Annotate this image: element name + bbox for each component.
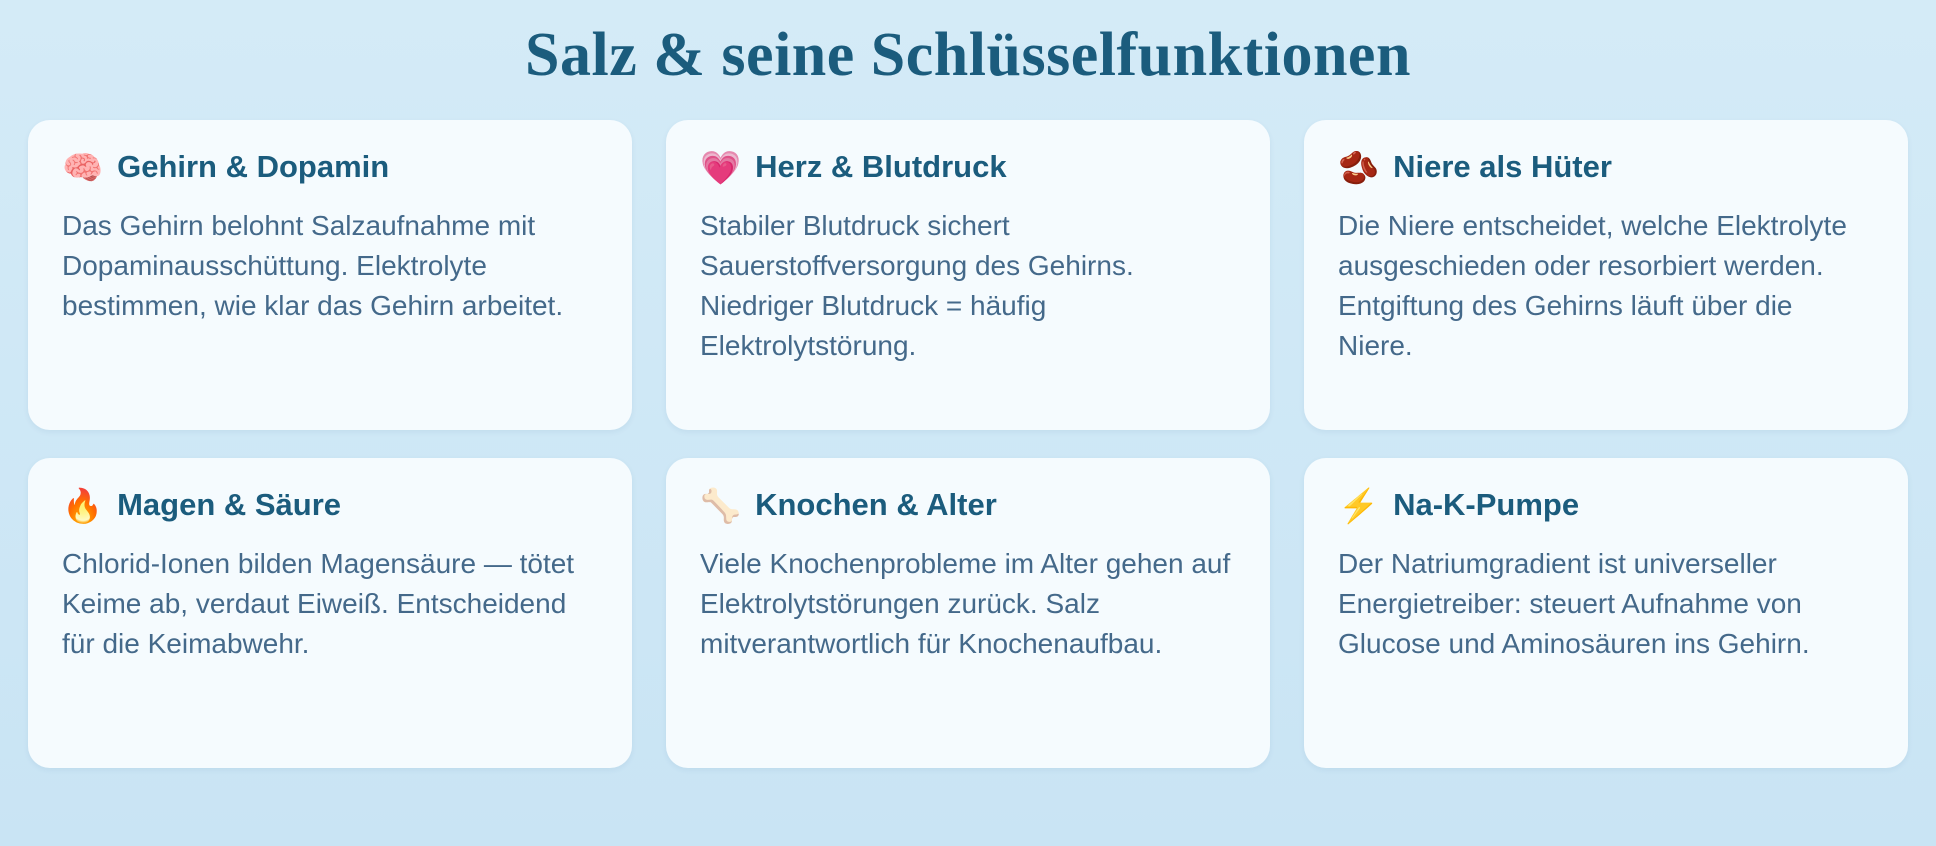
bone-icon: 🦴 bbox=[700, 486, 742, 524]
card-text: Das Gehirn belohnt Salzaufnahme mit Dopaminausschüttung. Elektrolyte bestimmen, wie klar das Gehirn arbeitet. bbox=[62, 210, 564, 321]
brain-icon: 🧠 bbox=[62, 148, 104, 186]
card-title: Gehirn & Dopamin bbox=[117, 149, 390, 185]
card-text: Die Niere entscheidet, welche Elektrolyte ausgeschieden oder resorbiert werden. Entgiftung des Gehirns läuft über die Niere. bbox=[1338, 210, 1847, 361]
card-text: Stabiler Blutdruck sichert Sauerstoffversorgung des Gehirns. Niedriger Blutdruck = häufig Elektrolytstörung. bbox=[700, 210, 1134, 361]
card-header bbox=[62, 150, 598, 184]
high-voltage-icon: ⚡ bbox=[1338, 486, 1380, 524]
kidney-beans-icon: 🫘 bbox=[1338, 148, 1380, 186]
growing-heart-icon: 💗 bbox=[700, 148, 742, 186]
page-title: Salz & seine Schlüsselfunktionen bbox=[525, 21, 1411, 89]
card-title: Knochen & Alter bbox=[755, 487, 997, 523]
card-herz-blutdruck bbox=[666, 120, 1270, 430]
card-text: Der Natriumgradient ist universeller Energietreiber: steuert Aufnahme von Glucose und Aminosäuren ins Gehirn. bbox=[1338, 548, 1810, 659]
card-gehirn-dopamin bbox=[28, 120, 632, 430]
card-na-k-pumpe bbox=[1304, 458, 1908, 768]
card-title: Magen & Säure bbox=[117, 487, 342, 523]
card-magen-saeure bbox=[28, 458, 632, 768]
card-knochen-alter bbox=[666, 458, 1270, 768]
card-header bbox=[700, 150, 1236, 184]
card-title: Niere als Hüter bbox=[1393, 149, 1612, 185]
card-header bbox=[1338, 150, 1874, 184]
card-text: Chlorid-Ionen bilden Magensäure — tötet Keime ab, verdaut Eiweiß. Entscheidend für die Keimabwehr. bbox=[62, 548, 575, 659]
card-title: Herz & Blutdruck bbox=[755, 149, 1007, 185]
card-header bbox=[62, 488, 598, 522]
card-grid bbox=[28, 120, 1908, 768]
card-header bbox=[700, 488, 1236, 522]
card-text: Viele Knochenprobleme im Alter gehen auf Elektrolytstörungen zurück. Salz mitverantwortlich für Knochenaufbau. bbox=[700, 548, 1231, 659]
card-header bbox=[1338, 488, 1874, 522]
card-title: Na-K-Pumpe bbox=[1393, 487, 1580, 523]
fire-icon: 🔥 bbox=[62, 486, 104, 524]
card-niere-als-hueter bbox=[1304, 120, 1908, 430]
